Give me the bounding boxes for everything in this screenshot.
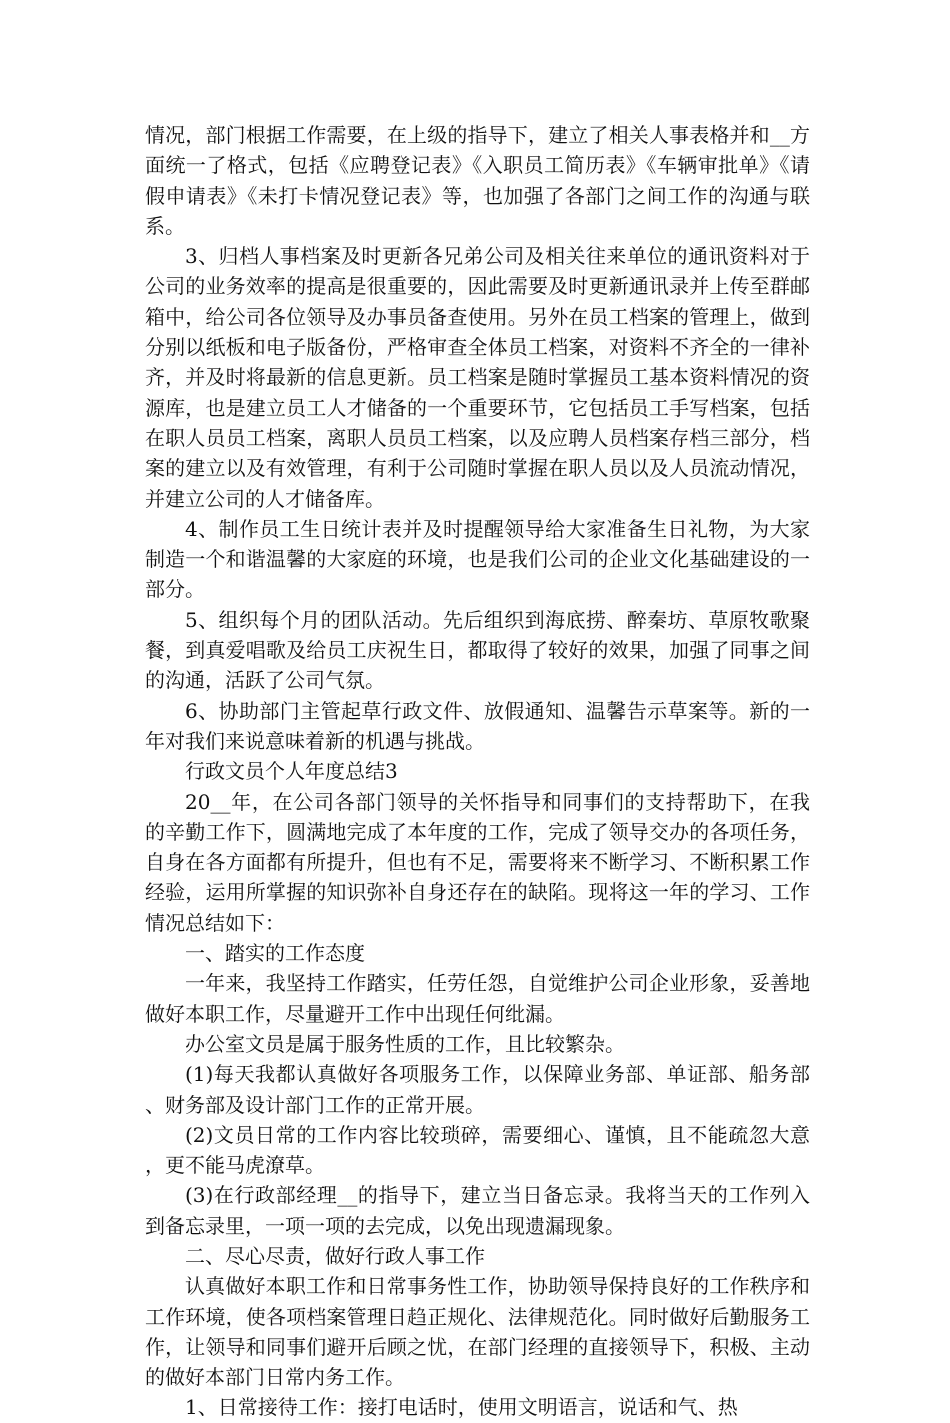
paragraph: 认真做好本职工作和日常事务性工作，协助领导保持良好的工作秩序和工作环境，使各项档案管理日趋正规化、法律规范化。同时做好后勤服务工作，让领导和同事们避开后顾之忧，在部门经理的直接领导下，积极、主动的做好本部门日常内务工作。 — [145, 1274, 810, 1390]
paragraph: 5、组织每个月的团队活动。先后组织到海底捞、醉秦坊、草原牧歌聚餐，到真爱唱歌及给员工庆祝生日，都取得了较好的效果，加强了同事之间的沟通，活跃了公司气氛。 — [145, 607, 810, 693]
paragraph: 6、协助部门主管起草行政文件、放假通知、温馨告示草案等。新的一年对我们来说意味着新的机遇与挑战。 — [145, 698, 810, 753]
section-title: 行政文员个人年度总结3 — [185, 759, 398, 784]
document-body — [145, 120, 810, 1423]
section-heading: 一、踏实的工作态度 — [185, 941, 365, 966]
paragraph: 1、日常接待工作：接打电话时，使用文明语言，说话和气、热 — [185, 1395, 738, 1420]
paragraph: 3、归档人事档案及时更新各兄弟公司及相关往来单位的通讯资料对于公司的业务效率的提高是很重要的，因此需要及时更新通讯录并上传至群邮箱中，给公司各位领导及办事员备查使用。另外在员工档案的管理上，做到分别以纸板和电子版备份，严格审查全体员工档案，对资料不齐全的一律补齐，并及时将最新的信息更新。员工档案是随时掌握员工基本资料情况的资源库，也是建立员工人才储备的一个重要环节，它包括员工手写档案，包括在职人员员工档案，离职人员员工档案，以及应聘人员档案存档三部分，档案的建立以及有效管理，有利于公司随时掌握在职人员以及人员流动情况，并建立公司的人才储备库。 — [145, 244, 810, 511]
paragraph: 4、制作员工生日统计表并及时提醒领导给大家准备生日礼物，为大家制造一个和谐温馨的大家庭的环境，也是我们公司的企业文化基础建设的一部分。 — [145, 516, 810, 602]
paragraph: 办公室文员是属于服务性质的工作，且比较繁杂。 — [185, 1031, 625, 1056]
section-heading: 二、尽心尽责，做好行政人事工作 — [185, 1243, 485, 1268]
list-item: (1)每天我都认真做好各项服务工作，以保障业务部、单证部、船务部、财务部及设计部门工作的正常开展。 — [145, 1062, 810, 1117]
paragraph: 20__年，在公司各部门领导的关怀指导和同事们的支持帮助下，在我的辛勤工作下，圆满地完成了本年度的工作，完成了领导交办的各项任务，自身在各方面都有所提升，但也有不足，需要将来不断学习、不断积累工作经验，运用所掌握的知识弥补自身还存在的缺陷。现将这一年的学习、工作情况总结如下： — [145, 789, 810, 935]
paragraph: 情况，部门根据工作需要，在上级的指导下，建立了相关人事表格并和__方面统一了格式，包括《应聘登记表》《入职员工简历表》《车辆审批单》《请假申请表》《未打卡情况登记表》等，也加强了各部门之间工作的沟通与联系。 — [145, 123, 810, 238]
paragraph: 一年来，我坚持工作踏实，任劳任怨，自觉维护公司企业形象，妥善地做好本职工作，尽量避开工作中出现任何纰漏。 — [145, 971, 810, 1026]
list-item: (3)在行政部经理__的指导下，建立当日备忘录。我将当天的工作列入到备忘录里，一项一项的去完成，以免出现遗漏现象。 — [145, 1183, 810, 1238]
list-item: (2)文员日常的工作内容比较琐碎，需要细心、谨慎，且不能疏忽大意，更不能马虎潦草。 — [145, 1122, 810, 1178]
